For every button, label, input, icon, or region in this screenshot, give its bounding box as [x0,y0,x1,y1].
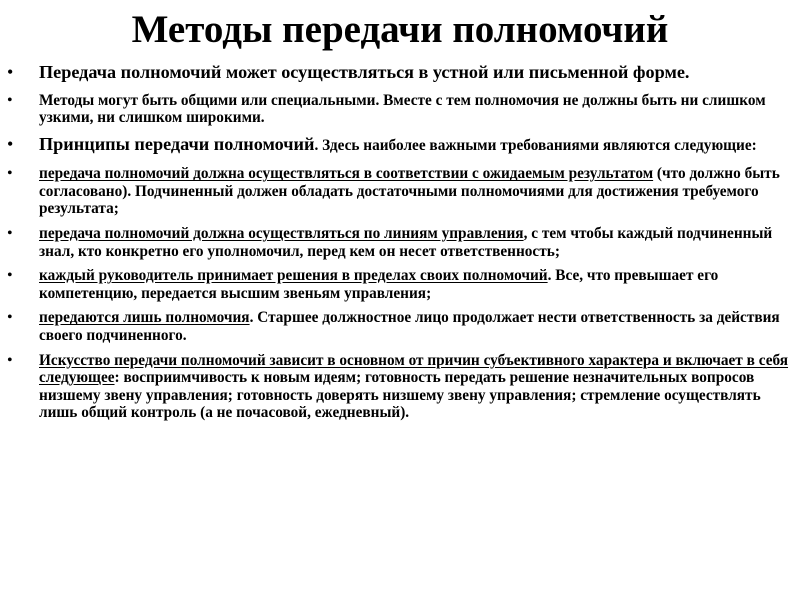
bullet-item-3 [0,134,800,157]
bullet-item-7 [0,309,800,344]
bullet-item-6 [0,267,800,302]
bullet-lead-text: Принципы передачи полномочий [39,133,315,154]
bullet-text: , с тем чтобы каждый подчиненный знал, кто конкретно его уполномочил, перед кем он несет ответственность; [39,224,773,260]
slide-title: Методы передачи полномочий [131,8,669,51]
bullet-text: (что должно быть согласовано). Подчиненный должен обладать достаточными полномочиями для достижения требуемого результата; [39,165,780,218]
bullet-item-4 [0,165,800,218]
bullet-underlined-text: передача полномочий должна осуществляться в соответствии с ожидаемым результатом [39,165,654,183]
bullet-list [0,62,800,429]
bullet-item-1 [0,62,800,83]
bullet-text: . Старшее должностное лицо продолжает нести ответственность за действия своего подчиненного. [39,309,780,344]
bullet-underlined-text: передаются лишь полномочия [39,309,250,327]
bullet-underlined-text: Искусство передачи полномочий зависит в основном от причин субъективного характера и включает в себя следующее [39,351,789,387]
bullet-underlined-text: передача полномочий должна осуществляться по линиям управления [39,224,524,242]
bullet-text: Передача полномочий может осуществляться в устной или письменной форме. [39,62,690,82]
bullet-text: . Здесь наиболее важными требованиями являются следующие: [314,136,757,154]
bullet-item-2 [0,92,800,127]
bullet-text: . Все, что превышает его компетенцию, передается высшим звеньям управления; [39,267,719,302]
bullet-underlined-text: каждый руководитель принимает решения в пределах своих полномочий [39,267,548,285]
bullet-item-8 [0,352,800,422]
bullet-text: Методы могут быть общими или специальными. Вместе с тем полномочия не должны быть ни слишком узкими, ни слишком широкими. [39,91,766,127]
bullet-text: : восприимчивость к новым идеям; готовность передать решение незначительных вопросов низшему звену управления; готовность доверять низшему звену управления; стремление осуществлять лишь общий контроль (а не почасовой, ежедневный). [39,369,761,422]
bullet-item-5 [0,225,800,260]
